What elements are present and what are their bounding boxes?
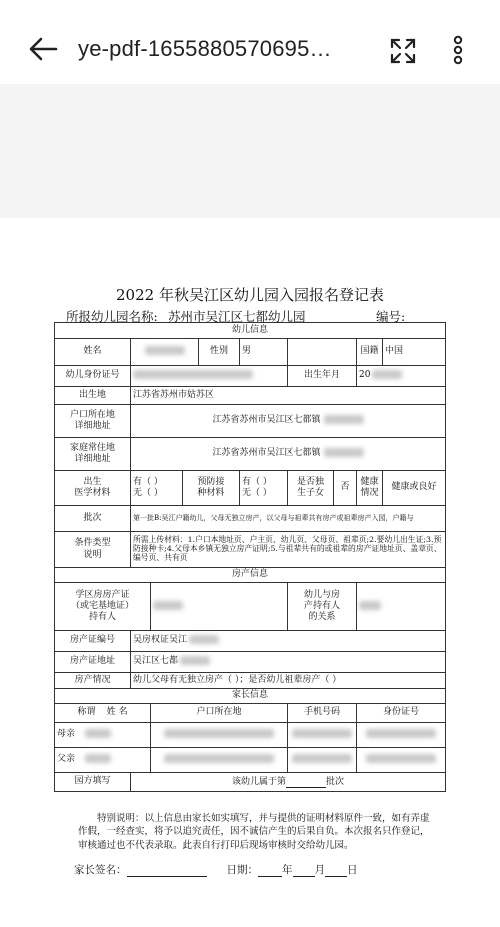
gender-value: 男 xyxy=(240,339,288,366)
batch-value: 第一批B:吴江户籍幼儿，父母无独立房产，以父母与祖辈共有房产或祖辈房产入园，户籍与 xyxy=(131,506,446,532)
only-child-value: 否 xyxy=(334,471,357,506)
sign-label: 家长签名： xyxy=(74,864,127,876)
father-row xyxy=(55,748,151,773)
child-id-value xyxy=(131,366,288,387)
household-label: 户口所在地 详细地址 xyxy=(55,405,131,438)
relation-value xyxy=(357,583,446,631)
redacted-holder xyxy=(153,601,183,610)
district-fill-suffix: 批次 xyxy=(326,776,345,787)
col-id: 身份证号 xyxy=(357,704,446,723)
redacted-blank xyxy=(288,339,357,366)
health-value: 健康或良好 xyxy=(383,471,446,506)
redacted-id xyxy=(133,370,253,379)
page-gap xyxy=(0,84,500,218)
mother-id xyxy=(357,723,446,748)
district-fill-value xyxy=(131,773,446,792)
col-title: 称谓 xyxy=(77,707,96,718)
district-fill-label: 园方填写 xyxy=(55,773,131,792)
birth-med-have: 有（ ） xyxy=(133,476,163,487)
section-house-info: 房产信息 xyxy=(55,568,446,583)
redacted-residence xyxy=(324,448,364,457)
col-title-name xyxy=(55,704,151,723)
mother-household xyxy=(151,723,288,748)
redacted-cert-addr xyxy=(180,656,210,665)
father-id xyxy=(357,748,446,773)
col-phone: 手机号码 xyxy=(288,704,357,723)
residence-text: 江苏省苏州市吴江区七都镇 xyxy=(212,448,321,459)
file-name: ye-pdf-1655880570695… xyxy=(78,36,332,61)
kindergarten-label: 所报幼儿园名称: xyxy=(66,309,158,324)
redacted-mother-name xyxy=(85,729,111,738)
app-bar xyxy=(0,0,500,84)
conditions-label: 条件类型 说明 xyxy=(55,532,131,568)
father-phone xyxy=(288,748,357,773)
cert-no-label: 房产证编号 xyxy=(55,631,131,652)
date-label: 日期： xyxy=(226,864,258,876)
arrow-left-icon[interactable] xyxy=(26,32,60,66)
birth-year-text: 20 xyxy=(359,370,371,381)
redacted-cert-no xyxy=(189,635,219,644)
number-label: 编号: xyxy=(376,309,406,324)
gender-label: 性别 xyxy=(199,339,240,366)
cert-addr-text: 吴江区七都 xyxy=(133,656,179,667)
mother-phone xyxy=(288,723,357,748)
registration-table xyxy=(54,322,446,792)
vaccine-options xyxy=(240,471,288,506)
mother-label: 母亲 xyxy=(57,729,76,740)
cert-no-value xyxy=(131,631,446,652)
more-vertical-icon[interactable] xyxy=(448,34,468,66)
birthplace-value: 江苏省苏州市姑苏区 xyxy=(131,387,446,405)
residence-value xyxy=(131,438,446,471)
redacted-father-name xyxy=(85,754,111,763)
section-child-info: 幼儿信息 xyxy=(55,323,446,339)
form-title: 2022 年秋吴江区幼儿园入园报名登记表 xyxy=(116,286,384,304)
redacted-relation xyxy=(359,601,381,610)
household-value xyxy=(131,405,446,438)
redacted-household xyxy=(324,415,364,424)
month-label: 月 xyxy=(314,864,325,876)
residence-label: 家庭常住地 详细地址 xyxy=(55,438,131,471)
child-id-label: 幼儿身份证号 xyxy=(55,366,131,387)
day-blank xyxy=(325,865,347,877)
name-label: 姓名 xyxy=(55,339,131,366)
section-family-info: 家长信息 xyxy=(55,689,446,704)
birth-med-options xyxy=(131,471,183,506)
name-value xyxy=(131,339,199,366)
nationality-value: 中国 xyxy=(383,339,446,366)
col-name: 姓 名 xyxy=(106,707,128,718)
cert-addr-label: 房产证地址 xyxy=(55,652,131,673)
signature-line xyxy=(74,862,358,877)
year-label: 年 xyxy=(282,864,293,876)
birth-label: 出生年月 xyxy=(288,366,357,387)
redacted-birth xyxy=(372,370,402,379)
district-fill-text: 该幼儿属于第 xyxy=(232,776,287,787)
only-child-label: 是否独 生子女 xyxy=(288,471,334,506)
nationality-label: 国籍 xyxy=(357,339,383,366)
district-fill-blank xyxy=(286,776,326,788)
conditions-value: 所需上传材料：1.户口本地址页、户主页、幼儿页、父母页、祖辈页;2.要幼儿出生证;3.预防接种卡;4.父母本乡镇无独立房产证明;5.与祖辈共有的或祖辈的房产证地址页、盖章页、编号页、共有页 xyxy=(131,532,446,568)
redacted-father-household xyxy=(164,754,274,763)
birth-value xyxy=(357,366,446,387)
vaccine-label: 预防接 种材料 xyxy=(183,471,240,506)
col-household: 户口所在地 xyxy=(151,704,288,723)
redacted-mother-id xyxy=(366,729,436,738)
batch-label: 批次 xyxy=(55,506,131,532)
day-label: 日 xyxy=(347,864,358,876)
cert-no-text: 吴房权证吴江 xyxy=(133,635,188,646)
mother-row xyxy=(55,723,151,748)
kindergarten-value: 苏州市吴江区七都幼儿园 xyxy=(168,309,306,324)
district-cert-label: 学区房房产证 （或宅基地证） 持有人 xyxy=(55,583,151,631)
redacted-father-phone xyxy=(292,754,352,763)
father-household xyxy=(151,748,288,773)
house-status-value: 幼儿父母有无独立房产（ ）；是否幼儿祖辈房产（ ） xyxy=(131,673,446,689)
birth-med-label: 出生 医学材料 xyxy=(55,471,131,506)
health-label: 健康 情况 xyxy=(357,471,383,506)
year-blank xyxy=(258,865,282,877)
month-blank xyxy=(293,865,315,877)
redacted-father-id xyxy=(366,754,436,763)
fullscreen-icon[interactable] xyxy=(390,38,416,64)
redacted-mother-phone xyxy=(292,729,352,738)
redacted-name xyxy=(145,346,185,355)
relation-label: 幼儿与房 产持有人 的关系 xyxy=(288,583,357,631)
birthplace-label: 出生地 xyxy=(55,387,131,405)
district-cert-holder xyxy=(151,583,288,631)
father-label: 父亲 xyxy=(57,754,76,765)
cert-addr-value xyxy=(131,652,446,673)
redacted-mother-household xyxy=(164,729,274,738)
special-note: 特别说明：以上信息由家长如实填写，并与提供的证明材料原件一致，如有弄虚作假，一经查实，将予以追究责任，因不诚信产生的后果自负。本次报名只作登记，审核通过也不代表录取。此表自行打印后现场审核时交给幼儿园。 xyxy=(78,813,430,851)
house-status-label: 房产情况 xyxy=(55,673,131,689)
sign-blank xyxy=(127,865,207,877)
household-text: 江苏省苏州市吴江区七都镇 xyxy=(212,415,321,426)
vaccine-have: 有（ ） xyxy=(242,476,272,487)
vaccine-none: 无（ ） xyxy=(242,488,272,498)
birth-med-none: 无（ ） xyxy=(133,488,163,498)
